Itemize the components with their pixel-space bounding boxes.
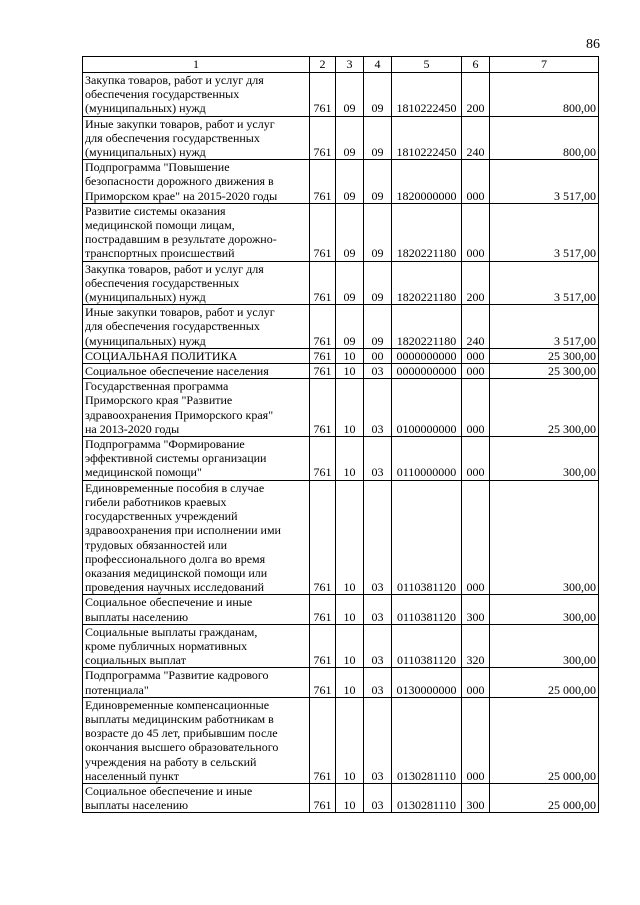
- row-subsection-cell: 09: [364, 116, 392, 160]
- header-col-6: 6: [462, 57, 490, 73]
- row-code-admin-cell: 761: [310, 203, 336, 261]
- row-expense-type-cell: 000: [462, 668, 490, 697]
- row-target-article-cell: 0130281110: [392, 783, 462, 812]
- row-section-cell: 10: [336, 668, 364, 697]
- row-expense-type-cell: 240: [462, 116, 490, 160]
- row-code-admin-cell: 761: [310, 624, 336, 668]
- table-header: [83, 57, 599, 73]
- row-code-admin-cell: 761: [310, 348, 336, 363]
- row-expense-type-cell: 000: [462, 364, 490, 379]
- row-code-admin-cell: 761: [310, 261, 336, 305]
- row-expense-type-cell: 300: [462, 595, 490, 624]
- header-col-5: 5: [392, 57, 462, 73]
- row-name-cell: Закупка товаров, работ и услуг для обеспечения государственных (муниципальных) нужд: [83, 261, 310, 305]
- row-section-cell: 10: [336, 379, 364, 437]
- row-subsection-cell: 00: [364, 348, 392, 363]
- row-amount-cell: 25 300,00: [490, 348, 599, 363]
- row-subsection-cell: 03: [364, 437, 392, 481]
- table-row: [83, 305, 599, 349]
- row-subsection-cell: 03: [364, 668, 392, 697]
- row-code-admin-cell: 761: [310, 437, 336, 481]
- row-amount-cell: 25 000,00: [490, 783, 599, 812]
- row-target-article-cell: 0130281110: [392, 697, 462, 783]
- row-subsection-cell: 09: [364, 203, 392, 261]
- row-section-cell: 09: [336, 116, 364, 160]
- row-expense-type-cell: 000: [462, 480, 490, 595]
- row-target-article-cell: 0110381120: [392, 595, 462, 624]
- row-section-cell: 10: [336, 595, 364, 624]
- row-amount-cell: 25 000,00: [490, 668, 599, 697]
- table-row: [83, 624, 599, 668]
- row-target-article-cell: 0110381120: [392, 480, 462, 595]
- row-expense-type-cell: 240: [462, 305, 490, 349]
- row-section-cell: 10: [336, 697, 364, 783]
- row-section-cell: 09: [336, 305, 364, 349]
- header-col-2: 2: [310, 57, 336, 73]
- row-section-cell: 10: [336, 437, 364, 481]
- row-name-cell: Иные закупки товаров, работ и услуг для обеспечения государственных (муниципальных) нужд: [83, 305, 310, 349]
- row-section-cell: 10: [336, 783, 364, 812]
- row-section-cell: 09: [336, 203, 364, 261]
- header-row: [83, 57, 599, 73]
- row-section-cell: 09: [336, 73, 364, 117]
- row-name-cell: Социальное обеспечение и иные выплаты населению: [83, 783, 310, 812]
- row-amount-cell: 800,00: [490, 116, 599, 160]
- table-row: [83, 364, 599, 379]
- table-row: [83, 348, 599, 363]
- table-row: [83, 697, 599, 783]
- row-code-admin-cell: 761: [310, 364, 336, 379]
- row-code-admin-cell: 761: [310, 73, 336, 117]
- row-section-cell: 10: [336, 364, 364, 379]
- row-code-admin-cell: 761: [310, 305, 336, 349]
- row-target-article-cell: 0110381120: [392, 624, 462, 668]
- row-target-article-cell: 1810222450: [392, 73, 462, 117]
- row-name-cell: Развитие системы оказания медицинской помощи лицам, пострадавшим в результате дорожно- транспортных происшествий: [83, 203, 310, 261]
- row-expense-type-cell: 000: [462, 203, 490, 261]
- row-code-admin-cell: 761: [310, 783, 336, 812]
- row-target-article-cell: 0130000000: [392, 668, 462, 697]
- row-name-cell: Подпрограмма "Формирование эффективной системы организации медицинской помощи": [83, 437, 310, 481]
- row-subsection-cell: 03: [364, 595, 392, 624]
- row-subsection-cell: 09: [364, 160, 392, 204]
- row-amount-cell: 800,00: [490, 73, 599, 117]
- row-subsection-cell: 09: [364, 305, 392, 349]
- table-row: [83, 379, 599, 437]
- row-subsection-cell: 03: [364, 480, 392, 595]
- header-col-3: 3: [336, 57, 364, 73]
- row-code-admin-cell: 761: [310, 595, 336, 624]
- row-section-cell: 10: [336, 480, 364, 595]
- row-expense-type-cell: 200: [462, 261, 490, 305]
- row-expense-type-cell: 000: [462, 697, 490, 783]
- row-target-article-cell: 0100000000: [392, 379, 462, 437]
- row-name-cell: Иные закупки товаров, работ и услуг для обеспечения государственных (муниципальных) нужд: [83, 116, 310, 160]
- row-name-cell: Социальное обеспечение и иные выплаты населению: [83, 595, 310, 624]
- row-name-cell: Закупка товаров, работ и услуг для обеспечения государственных (муниципальных) нужд: [83, 73, 310, 117]
- header-col-7: 7: [490, 57, 599, 73]
- row-target-article-cell: 0000000000: [392, 348, 462, 363]
- row-code-admin-cell: 761: [310, 480, 336, 595]
- row-subsection-cell: 03: [364, 697, 392, 783]
- row-amount-cell: 3 517,00: [490, 261, 599, 305]
- row-amount-cell: 300,00: [490, 595, 599, 624]
- row-target-article-cell: 1810222450: [392, 116, 462, 160]
- header-col-4: 4: [364, 57, 392, 73]
- row-name-cell: Государственная программа Приморского края "Развитие здравоохранения Приморского края" на 2013-2020 годы: [83, 379, 310, 437]
- table-row: [83, 595, 599, 624]
- row-subsection-cell: 03: [364, 364, 392, 379]
- row-expense-type-cell: 000: [462, 348, 490, 363]
- row-section-cell: 09: [336, 261, 364, 305]
- row-name-cell: СОЦИАЛЬНАЯ ПОЛИТИКА: [83, 348, 310, 363]
- table-row: [83, 437, 599, 481]
- row-subsection-cell: 09: [364, 73, 392, 117]
- row-expense-type-cell: 000: [462, 160, 490, 204]
- table-row: [83, 203, 599, 261]
- row-target-article-cell: 1820221180: [392, 261, 462, 305]
- table-row: [83, 480, 599, 595]
- row-section-cell: 09: [336, 160, 364, 204]
- row-amount-cell: 3 517,00: [490, 160, 599, 204]
- row-target-article-cell: 0110000000: [392, 437, 462, 481]
- row-code-admin-cell: 761: [310, 697, 336, 783]
- row-name-cell: Единовременные пособия в случае гибели работников краевых государственных учреждений здравоохранения при исполнении ими трудовых обязанностей или профессионального долга во время оказания медицинской помощи или проведения научных исследований: [83, 480, 310, 595]
- table-row: [83, 160, 599, 204]
- row-expense-type-cell: 200: [462, 73, 490, 117]
- page-number: 86: [586, 37, 600, 52]
- row-expense-type-cell: 320: [462, 624, 490, 668]
- row-amount-cell: 25 300,00: [490, 379, 599, 437]
- row-amount-cell: 3 517,00: [490, 305, 599, 349]
- table-body: [83, 73, 599, 813]
- row-name-cell: Социальное обеспечение населения: [83, 364, 310, 379]
- row-amount-cell: 25 000,00: [490, 697, 599, 783]
- row-target-article-cell: 1820000000: [392, 160, 462, 204]
- row-subsection-cell: 09: [364, 261, 392, 305]
- row-section-cell: 10: [336, 348, 364, 363]
- table-row: [83, 116, 599, 160]
- row-subsection-cell: 03: [364, 624, 392, 668]
- budget-table: [82, 56, 599, 813]
- row-amount-cell: 300,00: [490, 624, 599, 668]
- row-name-cell: Социальные выплаты гражданам, кроме публичных нормативных социальных выплат: [83, 624, 310, 668]
- row-amount-cell: 25 300,00: [490, 364, 599, 379]
- row-target-article-cell: 0000000000: [392, 364, 462, 379]
- header-col-1: 1: [83, 57, 310, 73]
- row-expense-type-cell: 000: [462, 379, 490, 437]
- row-subsection-cell: 03: [364, 783, 392, 812]
- row-expense-type-cell: 300: [462, 783, 490, 812]
- row-section-cell: 10: [336, 624, 364, 668]
- row-amount-cell: 300,00: [490, 480, 599, 595]
- row-target-article-cell: 1820221180: [392, 203, 462, 261]
- table-row: [83, 261, 599, 305]
- row-target-article-cell: 1820221180: [392, 305, 462, 349]
- table-row: [83, 783, 599, 812]
- row-code-admin-cell: 761: [310, 160, 336, 204]
- row-name-cell: Подпрограмма "Повышение безопасности дорожного движения в Приморском крае" на 2015-2020 годы: [83, 160, 310, 204]
- row-code-admin-cell: 761: [310, 116, 336, 160]
- table-row: [83, 73, 599, 117]
- row-expense-type-cell: 000: [462, 437, 490, 481]
- row-subsection-cell: 03: [364, 379, 392, 437]
- row-name-cell: Подпрограмма "Развитие кадрового потенциала": [83, 668, 310, 697]
- table-row: [83, 668, 599, 697]
- row-name-cell: Единовременные компенсационные выплаты медицинским работникам в возрасте до 45 лет, прибывшим после окончания высшего образовательного учреждения на работу в сельский населенный пункт: [83, 697, 310, 783]
- row-code-admin-cell: 761: [310, 668, 336, 697]
- row-amount-cell: 3 517,00: [490, 203, 599, 261]
- row-code-admin-cell: 761: [310, 379, 336, 437]
- row-amount-cell: 300,00: [490, 437, 599, 481]
